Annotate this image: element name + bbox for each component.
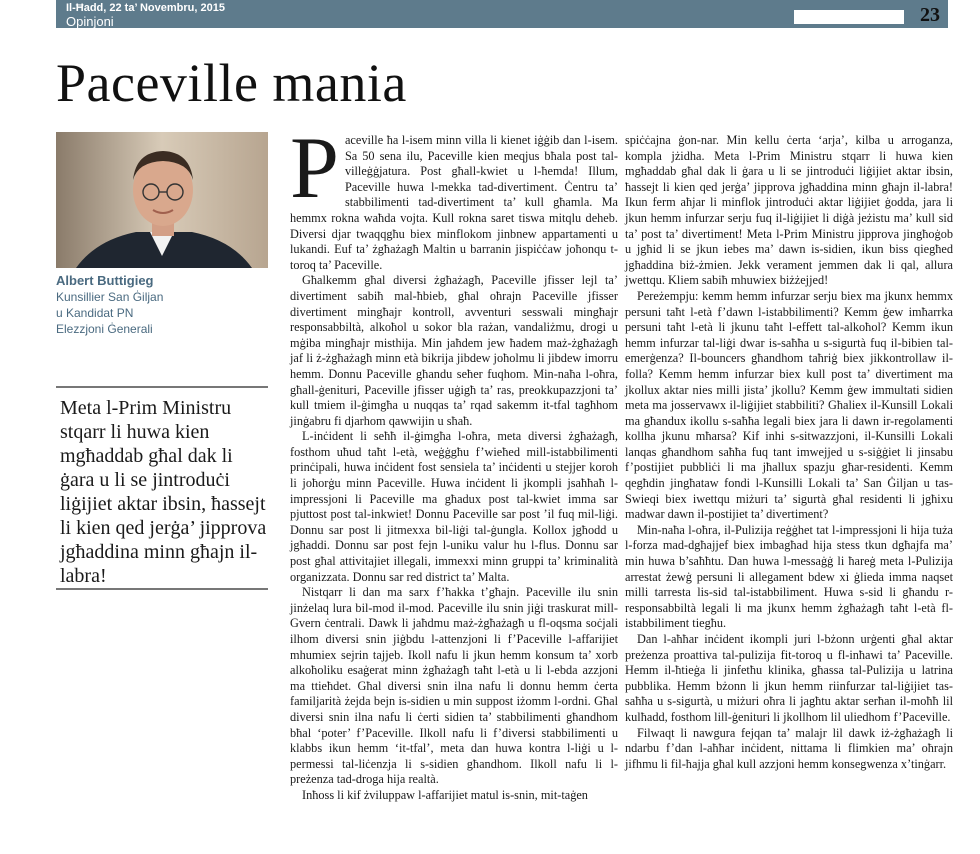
article-paragraph: Filwaqt li nawgura fejqan ta’ malajr lil dawk iż-żgħażagħ li ndarbu f’dan l-aħħar inċident, nittama li flimkien ma’ oħrajn jifhmu li fil-ħajja għal kull azzjoni hemm konsegwenza x’tinġarr. [625,725,953,771]
drop-cap: P [290,120,339,217]
author-portrait-image [56,132,268,268]
author-byline [56,273,163,337]
article-paragraph: Paceville ħa l-isem minn villa li kienet iġġib dan l-isem. Sa 50 sena ilu, Paceville kien meqjus bħala post tal-villeġġjatura. Post għall-kwiet u l-ħemda! Illum, Paceville huwa l-mekka tad-divertiment. Ċentru ta’ stabbilimenti tad-divertiment ta’ kull għamla. Ma hemmx rokna waħda vojta. Kull rokna saret tiswa mitqlu deheb. Diversi djar twaqqgħu biex minflokom jinbnew appartamenti u lukandi. Euf ta’ żgħażagħ Maltin u barranin jispiċċaw joħonqu t-toroq ta’ Paceville. [290,120,618,272]
article-paragraph: spiċċajna ġon-nar. Min kellu ċerta ‘arja’, kilba u arroganza, kompla jżidha. Meta l-Prim Ministru stqarr li huwa kien mgħaddab għal dak li ġara u li se jintroduċi liġijiet aktar ibsin, ħassejt li kien qed jerġa’ jipprova jgħaddina minn għajn il-labra! Ikun ferm aħjar li minflok jintroduċi aktar liġijiet ġodda, jara li jkun hemm infurzar serju fuq il-liġijiet li diġà jeżistu ma’ kull sid ta’ post ta’ divertiment! Meta l-Prim Ministru jipprova jingħoġob u jgħid li se jkun iebes ma’ dawn is-sidien, ikun biss qiegħed jgħaddina biż-żmien. Jekk verament jemmen dak li qal, allura jwettqu. Kliem sabiħ mhuwiex biżżejjed! [625,133,953,288]
pull-quote: Meta l-Prim Ministru stqarr li huwa kien mgħaddab għal dak li ġara u li se jintroduċi liġijiet aktar ibsin, ħassejt li kien qed jerġa’ jipprova jgħaddina minn għajn il-labra! [60,397,267,587]
author-name: Albert Buttigieg [56,273,154,288]
header-blank-box [794,10,904,24]
issue-date: Il-Ħadd, 22 ta’ Novembru, 2015 [66,2,225,14]
author-role-2: u Kandidat PN [56,306,134,320]
pull-quote-box [56,386,268,590]
article-column-2 [625,133,953,772]
article-paragraph: Min-naħa l-oħra, il-Pulizija reġġhet tat l-impressjoni li hija tuża l-forza mad-dgħajjef biex imbagħad hija stess tkun dgħajfa ma’ min huwa b’saħħtu. Dan huwa l-messaġġ li ħareġ meta l-Pulizija arrestat żewġ persuni li allegament bdew xi ġlieda imma naqset milli tarresta lis-sid tal-istabbiliment. Huwa s-sid li għandu r-responsabbiltà legali li ma jkunx hemm żgħażagħ taħt l-età fl-istabbiliment tiegħu. [625,522,953,631]
author-role-1: Kunsillier San Ġiljan [56,290,164,304]
article-paragraph: Għalkemm għal diversi żgħażagħ, Paceville jfisser lejl ta’ divertiment sabiħ mal-ħbieb, għal oħrajn Paceville jfisser divertiment mingħajr kontroll, avventuri sesswali mingħajr responsabbiltà, alkoħol u sokor bla rażan, vandaliżmu, drogi u mġiba mingħajr misthija. Min jaħdem jew ħadem maż-żgħażagħ jaf li ż-żgħażagħ minn età bikrija jibdew joħolmu li jibdew imorru hemm. Donnu Paceville għandu seħer fuqhom. Min-naħa l-oħra, għall-ġenituri, Paceville jfisser uġigħ ta’ ras, preokkupazzjoni ta’ kull tmiem il-ġimgħa u nuqqas ta’ rqad sakemm it-tfal tagħhom jinġabru fi djarhom qawwijin u sħaħ. [290,273,618,428]
author-photo [56,132,268,268]
article-paragraph: Pereżempju: kemm hemm infurzar serju biex ma jkunx hemmx persuni taħt l-età f’dawn l-istabbilimenti? Kemm ġew imħarrka persuni taħt l-età li jkunu taħt l-effett tal-alkoħol? Kemm ikun hemm infurzar tal-liġi dwar is-saħħa u s-sigurtà fuq il-bibien tal-emerġenza? Il-bouncers għandhom taħriġ biex jikkontrollaw il-folla? Kemm hemm infurzar biex kull post ta’ divertiment ma jkollux aktar nies milli jista’ jkollu? Kemm ġew immultati sidien meta ma josservawx il-liġijiet stabbiliti? Għaliex il-Kunsill Lokali ma għandux ikollu s-saħħa legali biex jara li dawn ir-regolamenti kollha jkunu mħarsa? Kif inhi s-sitwazzjoni, il-Kunsilli Lokali lanqas għandhom saħħa fuq tant imwejjed u s-siġġiet li jinsabu f’postijiet pubbliċi li ma jħallux spazju għar-residenti. Kemm qegħdin jingħataw fondi l-Kunsilli Lokali ta’ San Ġiljan u tas-Swieqi biex iwettqu miżuri ta’ sigurtà għal residenti li jgħixu madwar dawn il-postijiet ta’ divertiment? [625,288,953,522]
article-column-1 [290,120,618,804]
section-label: Opinjoni [66,14,114,29]
article-paragraph: Inħoss li kif żviluppaw l-affarijiet matul is-snin, mit-taġen [302,787,588,802]
article-headline: Paceville mania [56,53,407,113]
page-number: 23 [920,4,940,26]
article-paragraph: Nistqarr li dan ma sarx f’ħakka t’għajn. Paceville ilu snin jinżelaq lura bil-mod il-mod. Paceville ilu snin jiġi traskurat mill-Gvern ċentrali. Dawk li jaħdmu maż-żgħażagħ u fl-oqsma soċjali ilhom diversi snin jiġbdu l-attenzjoni li f’Paceville l-affarijiet mhumiex sejrin tajjeb. Ikoll nafu li jkun hemm konsum ta’ xorb alkoħoliku esaġerat minn żgħażagħ taħt l-età u li l-ebda azzjoni ma ttieħdet. Għal diversi snin ilna nafu li donnu hemm ċerta familjarità żejda bejn is-sidien u min suppost iżomm l-ordni. Għal diversi snin ilna nafu li ċerti sidien ta’ stabbilimenti għandhom bħal ‘poter’ f’Paceville. Ilkoll nafu li f’diversi stabbilimenti u klabbs ikun hemm ‘it-tfal’, meta dan huwa kontra l-liġi u l-permessi tal-liċenzja li s-sidien għandhom. Ilkoll nafu li l-preżenza tad-droga hija realtà. [290,585,618,787]
article-paragraph: L-inċident li seħħ il-ġimgħa l-oħra, meta diversi żgħażagħ, fosthom uħud taħt l-età, weġġgħu f’wieħed mill-istabbilimenti prinċipali, huwa inċident fost sensiela ta’ inċidenti u stejjer koroh li joħorġu minn Paceville. Huwa inċident li jkompli jsaħħaħ l-impressjoni li Paceville ma għadux post tal-kwiet imma sar pjuttost post tal-inkwiet! Donnu Paceville sar post ’il fuq mil-liġi. Donnu sar post li jitmexxa bil-liġi tal-ġungla. Kollox jgħodd u jgħaddi. Donnu sar post fejn l-uniku valur hu l-flus. Donnu sar post għal attivitajiet illegali, immexxi minn gruppi ta’ kriminalità organizzata. Donnu sar red district ta’ Malta. [290,429,618,584]
author-role-3: Elezzjoni Ġenerali [56,322,153,336]
article-paragraph: Dan l-aħħar inċident ikompli juri l-bżonn urġenti għal aktar preżenza proattiva tal-pulizija fit-toroq u fl-inħawi ta’ Paceville. Hemm il-ħtieġa li jinfetħu klinika, għassa tal-Pulizija u latrina pubblika. Hemm bżonn li jkun hemm riinfurzar tal-liġijiet tas-saħħa u s-sigurtà, u miżuri oħra li jagħtu aktar serħan il-moħħ lil kulħadd, fosthom lill-ġenituri li jkollhom lil uliedhom f’Paceville. [625,632,953,724]
page-header-bar [56,0,948,28]
